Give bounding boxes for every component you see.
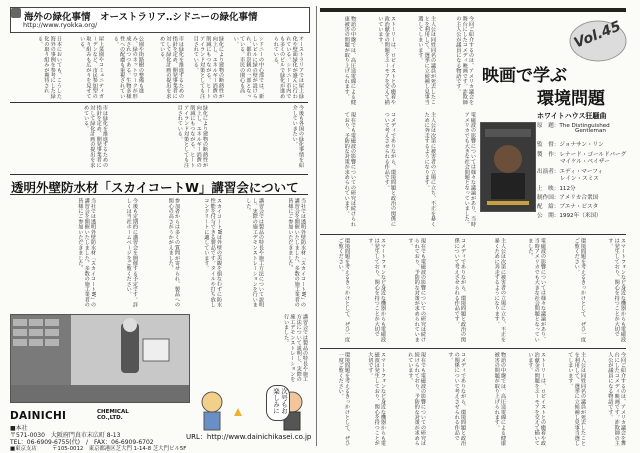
article-column: 屋上菜園やコミュニティガーデンなど、市民参加型の取り組みも広がりを見せている。: [79, 36, 104, 99]
movie-producer-2: マイケル・ペイザー: [560, 159, 610, 165]
movie-column: 主人公は次第に被害者の立場に立ち、不正を暴くために奔走するようになります。: [423, 112, 436, 227]
movie-cast-2: レイン・スミス: [560, 176, 599, 182]
movie-column: 主人公は同姓同名の議員が死去したことを利用して、選挙に立候補し見事当選してしまいます。: [567, 352, 586, 446]
series-title-line1: 映画で学ぶ: [482, 66, 567, 86]
movie-column: 電磁波の影響については様々な議論があり、当時アメリカでも大きな社会問題となっていました。: [527, 238, 546, 342]
movie-country: 制作国：アメリカ合衆国: [537, 195, 599, 201]
seminar-column: 今後も定期的に講習会を開催する予定です。詳しくは当社ホームページをご覧ください。: [125, 198, 138, 308]
page-divider: [316, 6, 317, 446]
tokyo-label: ■東京支店: [10, 446, 37, 452]
divider: [320, 348, 626, 349]
next-issue-bubble: 次号もお楽しみに: [266, 385, 290, 421]
chem-line: CO.,LTD.: [97, 415, 123, 421]
divider: [10, 102, 308, 103]
movie-column: ストーリーは、ロビイストとの癒着や政治献金の問題をユーモアを交えて描いています。: [527, 352, 546, 446]
article-column: 緑化により建物の断熱性が向上し、エネルギー消費の削減にもつながる。ヒートアイランド対策としても注目されている。: [176, 105, 208, 168]
movie-column: 主人公は次第に被害者の立場に立ち、不正を暴くために奔走するようになります。: [493, 238, 506, 342]
movie-distributor: 配 給：ブエナ・ビスタ: [537, 204, 599, 210]
greening-url[interactable]: http://www.ryokka.org/: [23, 21, 98, 29]
company-logo-sub: [97, 409, 129, 421]
movie-original-title: 原 題：The Distinguished: [537, 123, 610, 129]
movie-column: 環境問題を考えるきっかけとして、ぜひ一度ご覧ください。: [573, 238, 586, 342]
seminar-column: 講習会では製品の特長や施工方法について説明し、実際の施工デモンストレーションを行いました。: [283, 314, 308, 382]
chem-line: CHEMICAL: [97, 409, 129, 415]
seminar-column: 当社では透明外壁防水材「スカイコートW」の講習会を開催いたしました。多数の施工業者の皆様にご参加いただきました。: [287, 198, 306, 308]
overseas-greening-title: 海外の緑化事情 オーストラリア‥シドニーの緑化事情: [24, 12, 258, 23]
movie-column: 環境問題を考えるきっかけとして、ぜひ一度ご覧ください。: [337, 352, 350, 446]
movie-column: スマートフォンなど身近な機器からも電磁波は発生しており、関心を持つことが大切です。: [367, 352, 386, 446]
movie-column: コメディでありながら、環境問題と政治の関係について考えさせられる作品です。: [383, 112, 396, 227]
movie-column: 電磁波の影響については様々な議論があり、当時アメリカでも大きな社会問題となっていました。: [463, 112, 476, 227]
tokyo-address: 〒105-0012 東京都港区芝大門 1-14-8 芝大門ビル5F: [52, 446, 187, 452]
seminar-column: 参加者からは多くの質問が寄せられ、製品への関心の高さがうかがえました。: [167, 198, 180, 308]
movie-director: 監 督：ジョナサン・リン: [537, 142, 604, 148]
movie-release: 公 開：1992年（米国）: [537, 213, 602, 219]
company-logo: DAINICHI: [10, 410, 67, 422]
movie-column: 今回ご紹介するのは、アメリカ議会を舞台にしたコメディ映画です。詐欺師の主人公が議員になる物語です。: [607, 352, 626, 446]
movie-producer: 製 作：レナード・ゴールドバーグ: [537, 152, 627, 158]
leaf-icon: [11, 8, 21, 18]
seminar-column: 講習会では製品の特長や施工方法について説明し、実際の施工デモンストレーションを行いました。: [245, 198, 264, 308]
hq-address: 〒571-0030 大阪府門真市末広町 8-13: [10, 432, 121, 439]
divider: [10, 174, 308, 175]
movie-column: スマートフォンなど身近な機器からも電磁波は発生しており、関心を持つことが大切です。: [607, 238, 626, 342]
movie-jp-title: ホワイトハウス狂騒曲: [537, 112, 607, 120]
movie-column: コメディでありながら、環境問題と政治の関係について考えさせられる作品です。: [447, 352, 466, 446]
movie-column: 今回ご紹介するのは、アメリカ議会を舞台にしたコメディ映画です。詐欺師の主人公が議員になる物語です。: [455, 16, 474, 105]
hq-label: ■本社: [10, 425, 28, 432]
article-column: シドニーの中心部では、新しいビルに緑の壁が設けられ、都市景観の一部となっている。市民の関心も高い。: [232, 36, 264, 99]
movie-original-title-2: Gentleman: [575, 128, 606, 134]
article-column: 今後も各国の緑化事情を紹介していきたい。: [291, 105, 304, 168]
series-title-line2: 環境問題: [537, 89, 605, 109]
movie-poster: [480, 122, 536, 212]
article-column: 公園や街路樹の整備も進み、緑のネットワークが形成されつつある。生物多様性への配慮も重視されている。: [112, 36, 144, 99]
hq-tel: TEL：06-6909-6755(代) / FAX：06-6909-6702: [10, 439, 154, 446]
movie-column: 物語の中盤では、高圧送電線による健康被害の問題が取り上げられます。: [493, 352, 506, 446]
movie-cast: 出演者：エディ・マーフィ: [537, 169, 603, 175]
article-column: オーストラリアでは屋上緑化や壁面緑化が盛んに行われている。シドニー市内でも多くのビルで緑化が進められている。: [272, 36, 304, 99]
top-rule: [320, 8, 626, 12]
article-column: 市は緑化を推進するための指針を定め、開発事業者に対して緑化計画の提出を求めている。: [159, 36, 184, 99]
skycoat-seminar-title: 透明外壁防水材「スカイコートW」講習会について: [11, 180, 299, 195]
movie-column: 物語の中盤では、高圧送電線による健康被害の問題が取り上げられます。: [343, 16, 356, 105]
movie-column: 現在でも電磁波の影響についての研究は続けられており、予防的な対策が求められています。: [407, 238, 426, 342]
movie-column: スマートフォンなど身近な機器からも電磁波は発生しており、関心を持つことが大切です。: [367, 238, 386, 342]
movie-column: 現在でも電磁波の影響についての研究は続けられており、予防的な対策が求められています。: [407, 352, 426, 446]
movie-column: 環境問題を考えるきっかけとして、ぜひ一度ご覧ください。: [337, 238, 350, 342]
mascot-characters: [194, 386, 312, 434]
seminar-column: 当社では透明外壁防水材「スカイコートW」の講習会を開催いたしました。多数の施工業者の皆様にご参加いただきました。: [77, 198, 96, 308]
movie-column: コメディでありながら、環境問題と政治の関係について考えさせられる作品です。: [453, 238, 466, 342]
article-column: 緑化により建物の断熱性が向上し、エネルギー消費の削減にもつながる。ヒートアイランド対策としても注目されている。: [192, 36, 224, 99]
poster-art: [481, 123, 535, 211]
seminar-column: スカイコートWは外壁の美観を損なわずに防水性能を付与できる製品です。タイルや打ち放しコンクリートに適しています。: [203, 198, 222, 308]
company-url[interactable]: URL：http://www.dainichikasei.co.jp: [186, 433, 312, 441]
divider: [10, 194, 308, 195]
movie-runtime: 上 映：112分: [537, 186, 576, 192]
article-column: 日本においても、こうした海外の事例を参考にした緑化の取り組みが期待される。: [37, 36, 62, 99]
movie-column: 現在でも電磁波の影響についての研究は続けられており、予防的な対策が求められています。: [343, 112, 356, 227]
vol-badge: [567, 15, 629, 67]
movie-column: ストーリーは、ロビイストとの癒着や政治献金の問題をユーモアを交えて描いています。: [377, 16, 396, 105]
movie-column: 主人公は同姓同名の議員が死去したことを利用して、選挙に立候補し見事当選してしまいます。: [417, 16, 436, 105]
seminar-photo-drawing: [11, 315, 189, 402]
vol-number: Vol.45: [571, 18, 624, 52]
divider: [320, 234, 626, 235]
article-column: 市は緑化を推進するための指針を定め、開発事業者に対して緑化計画の提出を求めている。: [83, 105, 108, 168]
seminar-photo: [10, 314, 190, 403]
